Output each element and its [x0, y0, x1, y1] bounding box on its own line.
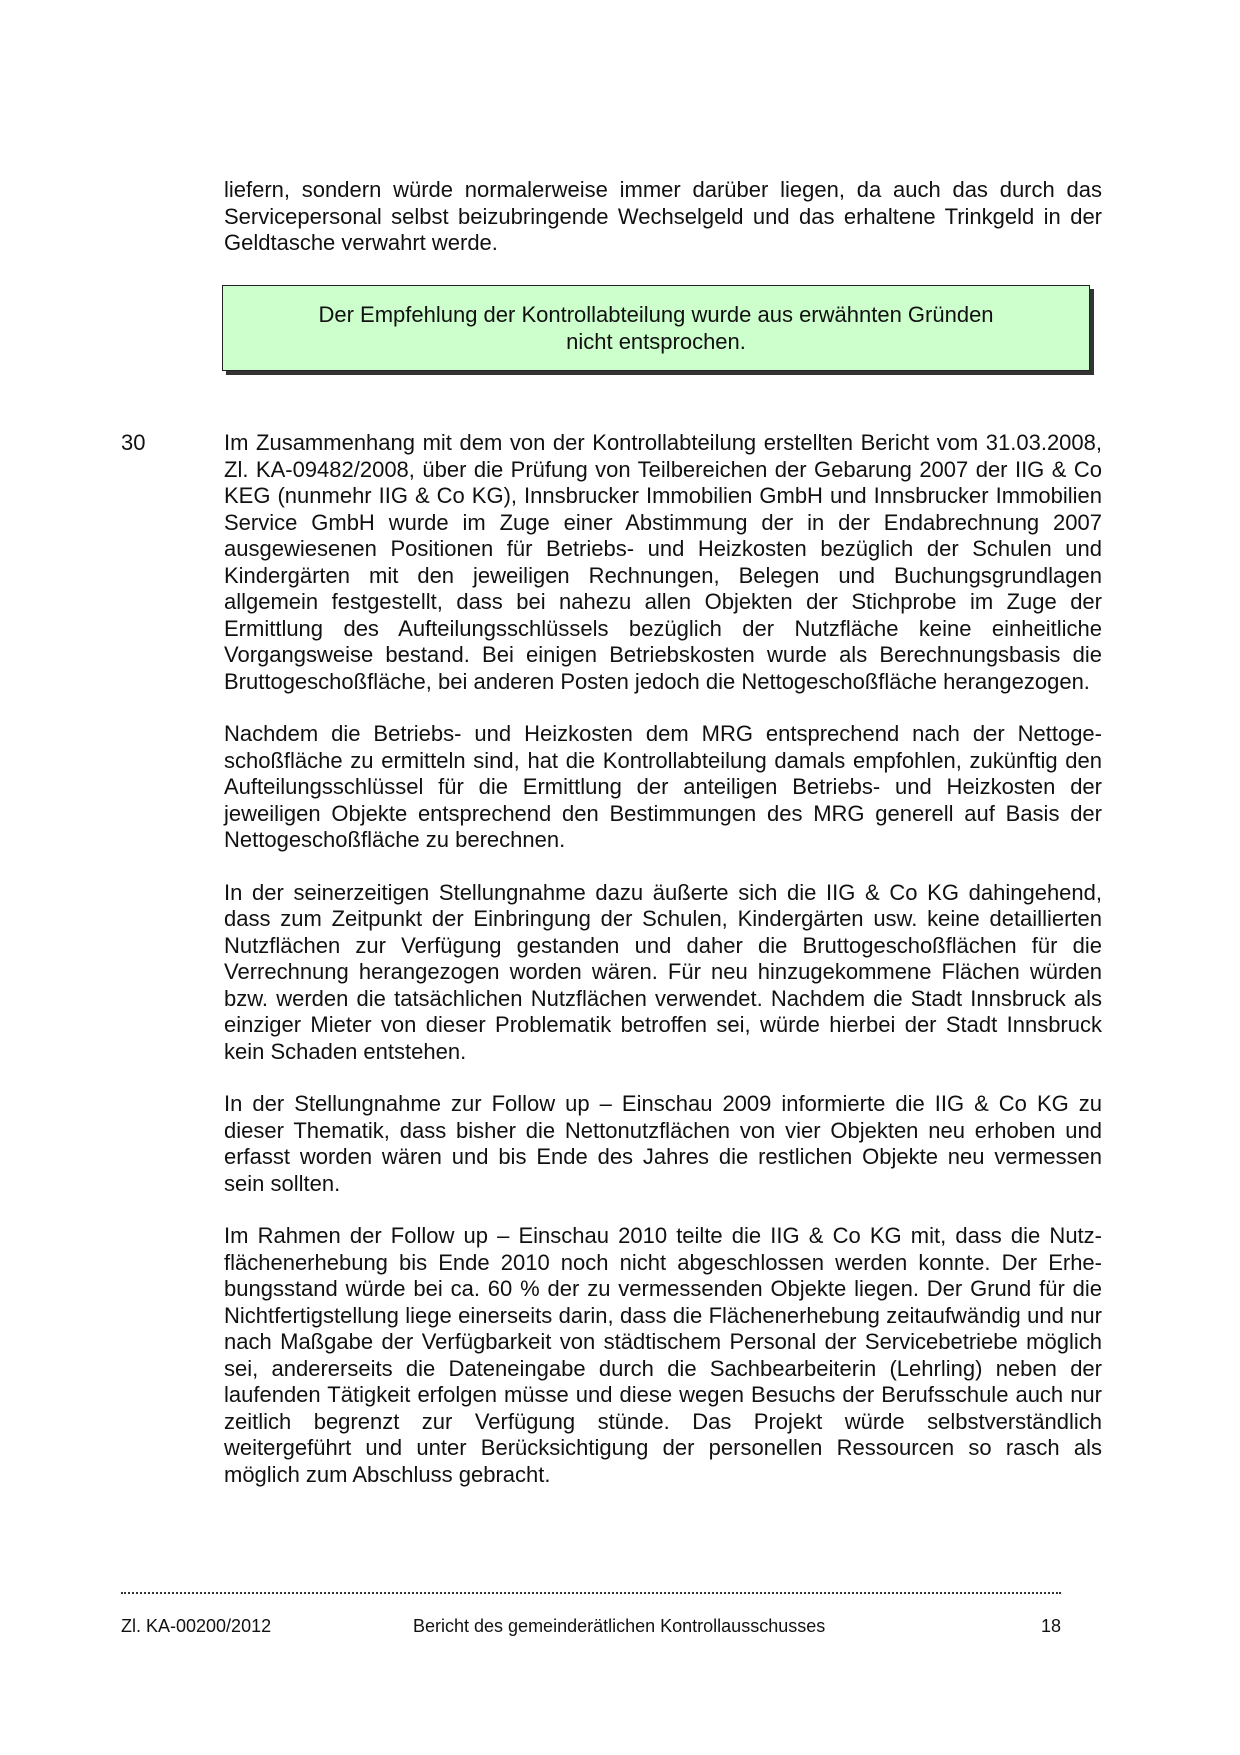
recommendation-box — [222, 285, 1090, 371]
section-body — [224, 430, 1102, 1514]
footer-divider — [121, 1592, 1061, 1594]
section-paragraph-3: In der seinerzeitigen Stellungnahme dazu äußerte sich die IIG & Co KG dahingehend, dass zum Zeitpunkt der Einbringung der Schulen, Kindergärten usw. keine detaillierten Nutzflächen zur Verfügung gestanden und daher die Bruttogeschoßflächen für die Verrechnung herangezogen worden wären. Für neu hinzugekommene Flächen würden bzw. werden die tatsächlichen Nutzflächen verwendet. Nachdem die Stadt Innsbruck als einziger Mieter von dieser Problematik betroffen sei, würde hierbei der Stadt Innsbruck kein Schaden entstehen. — [224, 879, 1102, 1064]
footer-title: Bericht des gemeinderätlichen Kontrollausschusses — [413, 1616, 826, 1636]
section-number: 30 — [121, 430, 146, 455]
recommendation-line-2: nicht entsprochen. — [566, 329, 746, 354]
recommendation-line-1: Der Empfehlung der Kontrollabteilung wurde aus erwähnten Gründen — [318, 302, 994, 327]
section-paragraph-4: In der Stellungnahme zur Follow up – Einschau 2009 informierte die IIG & Co KG zu dieser Thematik, dass bisher die Nettonutzflächen von vier Objekten neu erhoben und erfasst worden wären und bis Ende des Jahres die restlichen Objekte neu vermessen sein sollten. — [224, 1091, 1102, 1196]
section-paragraph-1: Im Zusammenhang mit dem von der Kontrollabteilung erstellten Bericht vom 31.03.2008, Zl. KA-09482/2008, über die Prüfung von Teilbereichen der Gebarung 2007 der IIG & Co KEG (nunmehr IIG & Co KG), Innsbrucker Immobilien GmbH und Innsbrucker Immobilien Service GmbH wurde im Zuge einer Abstimmung der in der Endabrechnung 2007 ausgewiesenen Positionen für Betriebs- und Heizkosten bezüglich der Schulen und Kindergärten mit den jeweiligen Rechnungen, Belegen und Buchungsgrundlagen allgemein festgestellt, dass bei nahezu allen Objekten der Stichprobe im Zuge der Ermittlung des Aufteilungsschlüssels bezüglich der Nutzfläche keine einheitliche Vorgangsweise bestand. Bei einigen Betriebskosten wurde als Berechnungsbasis die Bruttogeschoßfläche, bei anderen Posten jedoch die Nettogeschoßfläche herangezogen. — [224, 430, 1102, 694]
intro-paragraph: liefern, sondern würde normalerweise immer darüber liegen, da auch das durch das Servicepersonal selbst beizubringende Wechselgeld und das erhaltene Trinkgeld in der Geldtasche verwahrt werde. — [224, 177, 1102, 255]
footer-reference: Zl. KA-00200/2012 — [121, 1616, 272, 1636]
section-paragraph-2: Nachdem die Betriebs- und Heizkosten dem MRG entsprechend nach der Nettogeschoßfläche zu ermitteln sind, hat die Kontrollabteilung damals empfohlen, zukünftig den Aufteilungsschlüssel für die Ermittlung der anteiligen Betriebs- und Heizkosten der jeweiligen Objekte entsprechend den Bestimmungen des MRG generell auf Basis der Nettogeschoßfläche zu berechnen. — [224, 721, 1102, 852]
section-paragraph-5: Im Rahmen der Follow up – Einschau 2010 teilte die IIG & Co KG mit, dass die Nutzflächenerhebung bis Ende 2010 noch nicht abgeschlossen werden konnte. Der Erhebungsstand würde bei ca. 60 % der zu vermessenden Objekte liegen. Der Grund für die Nichtfertigstellung liege einerseits darin, dass die Flächenerhebung zeitaufwändig und nur nach Maßgabe der Verfügbarkeit von städtischem Personal der Servicebetriebe möglich sei, andererseits die Dateneingabe durch die Sachbearbeiterin (Lehrling) neben der laufenden Tätigkeit erfolgen müsse und diese wegen Besuchs der Berufsschule auch nur zeitlich begrenzt zur Verfügung stünde. Das Projekt würde selbstverständlich weitergeführt und unter Berücksichtigung der personellen Ressourcen so rasch als möglich zum Abschluss gebracht. — [224, 1223, 1102, 1487]
page-number: 18 — [1040, 1616, 1061, 1636]
